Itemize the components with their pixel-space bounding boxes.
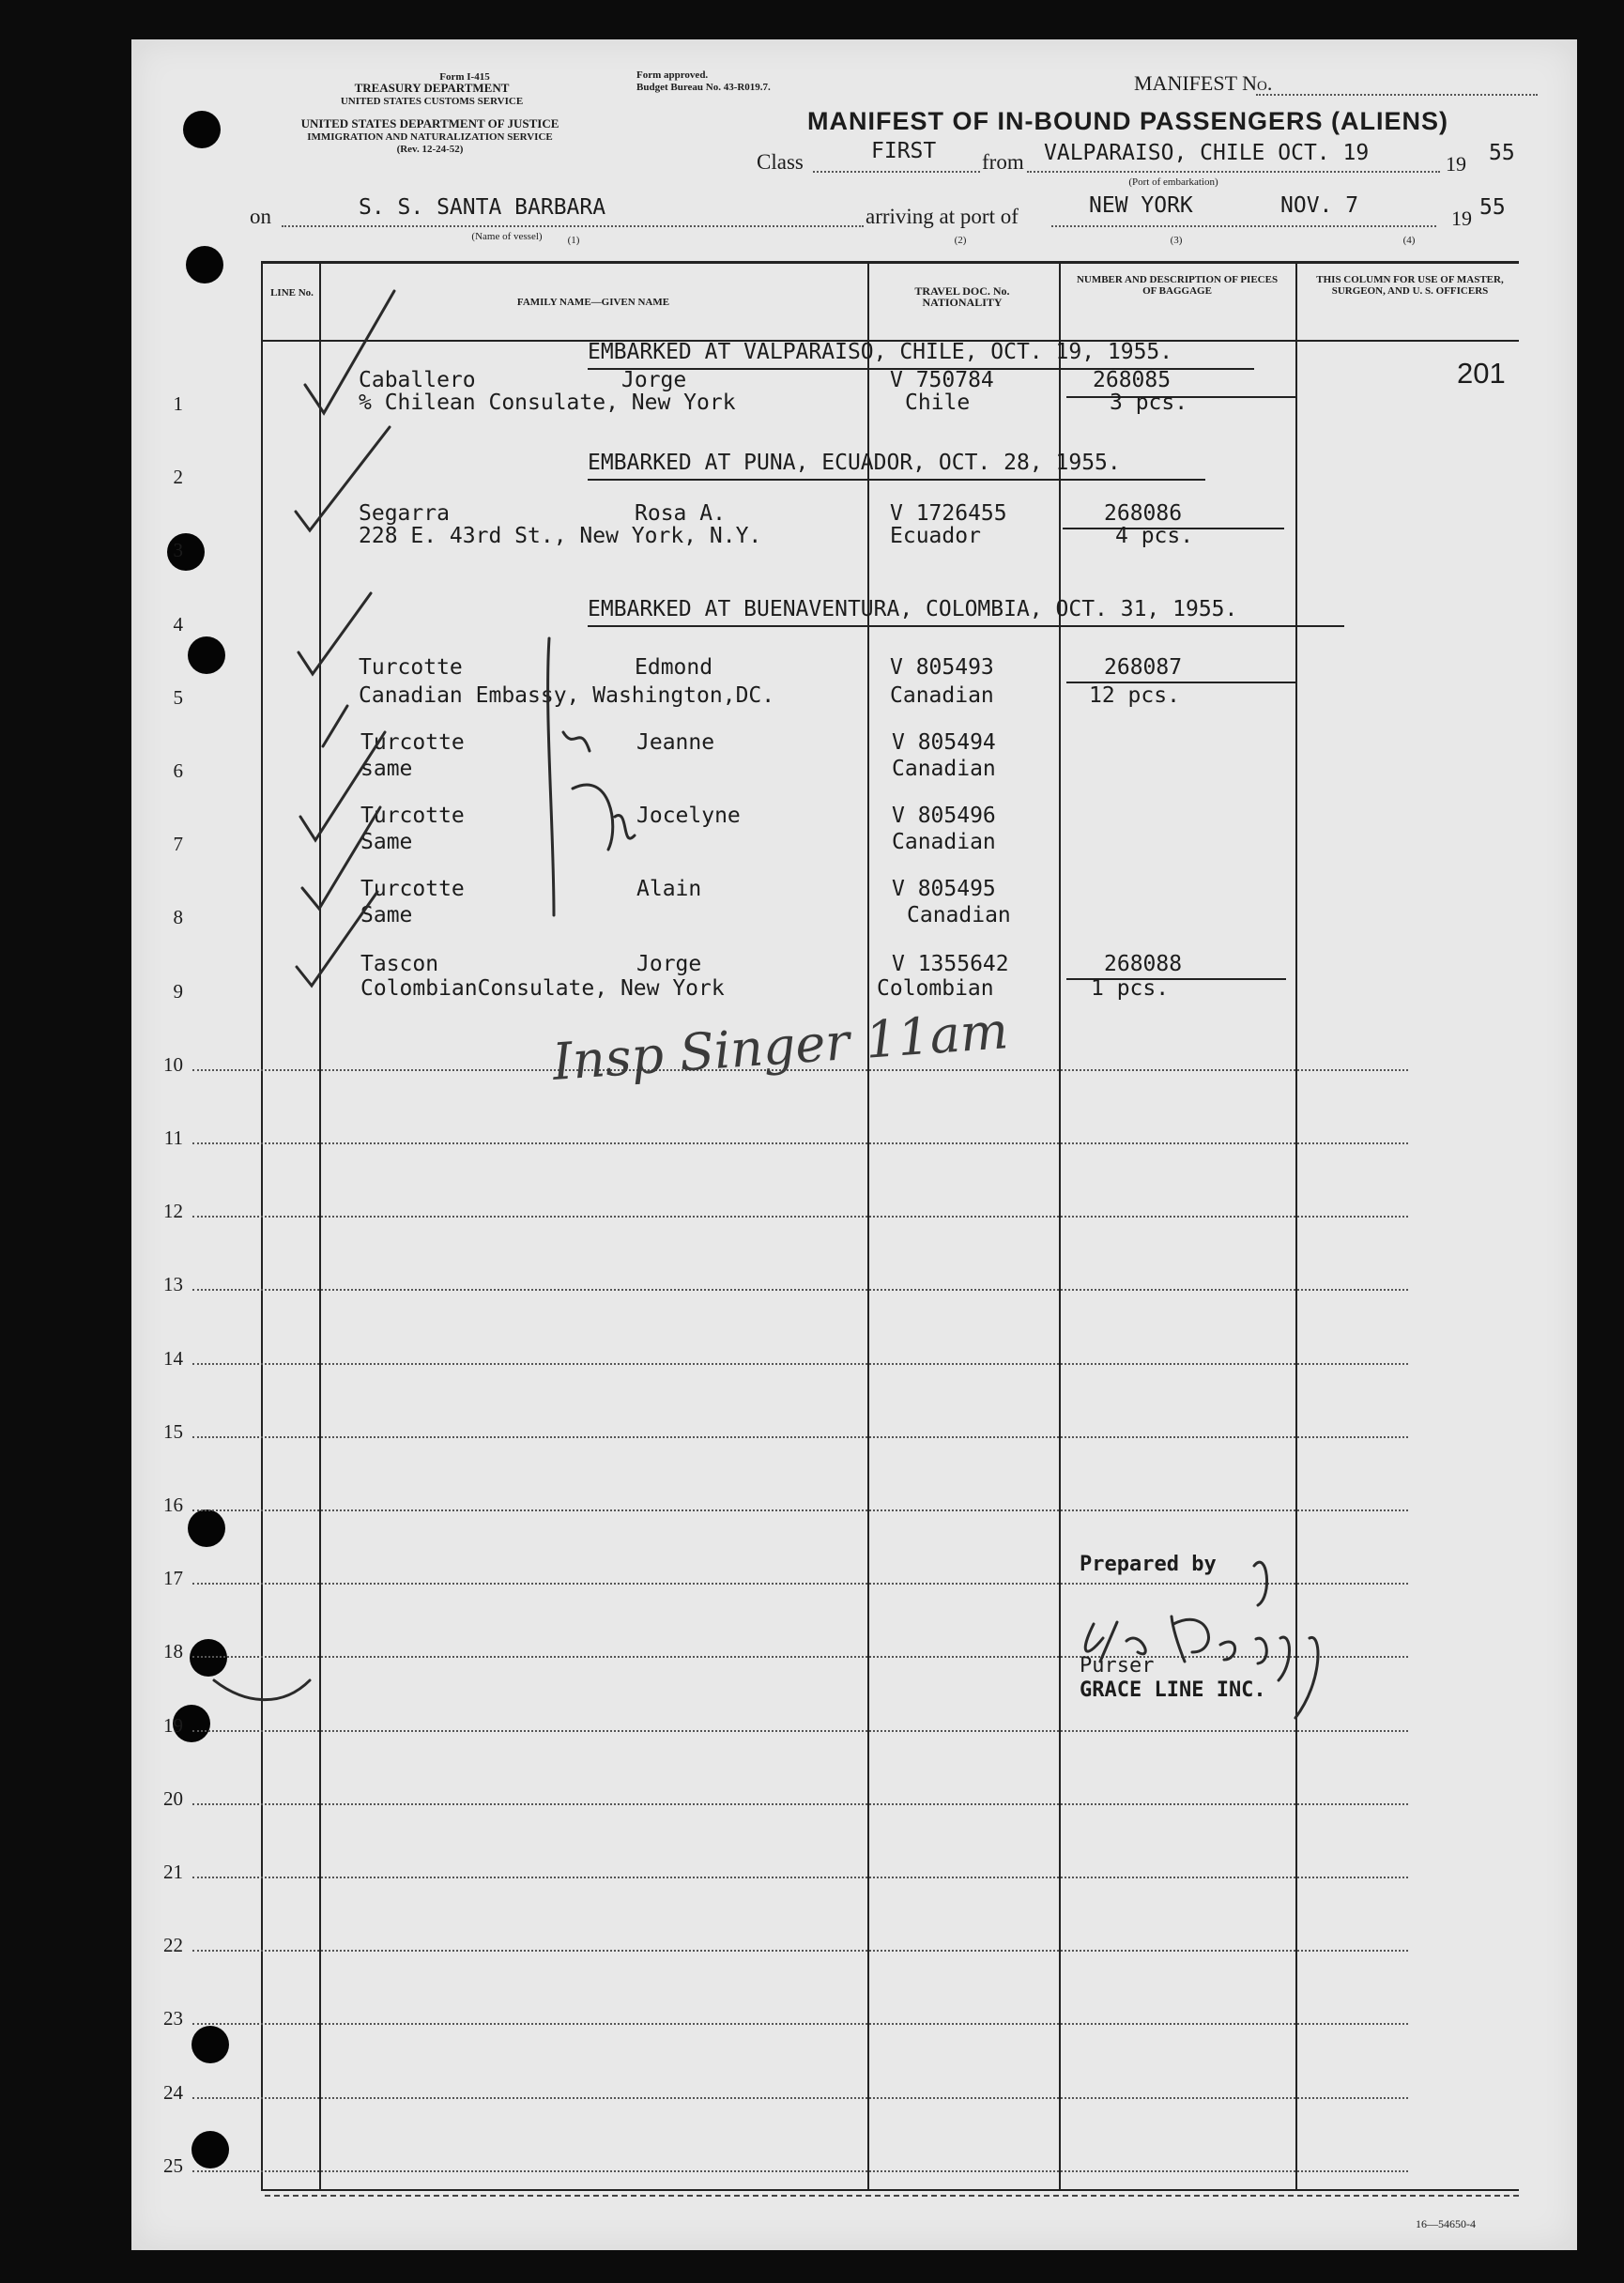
dotted-rule (192, 1142, 1408, 1144)
manifest-line (146, 1411, 1408, 1448)
passenger-family-name: Tascon (360, 952, 439, 976)
manifest-line (146, 750, 1408, 788)
line-number: 21 (163, 1861, 183, 1883)
section-heading-valparaiso: EMBARKED AT VALPARAISO, CHILE, OCT. 19, 1955. (588, 340, 1173, 364)
dotted-rule (192, 2097, 1408, 2099)
line-number: 13 (163, 1273, 183, 1296)
port-embarkation-caption: (Port of embarkation) (1128, 176, 1218, 188)
manifest-line (146, 823, 1408, 861)
punch-hole (186, 246, 223, 283)
line-number: 20 (163, 1786, 183, 1810)
passenger-given-name: Jeanne (636, 730, 715, 755)
class-value: FIRST (871, 139, 937, 163)
dotted-rule (192, 2023, 1408, 2025)
travel-doc-no: V 1355642 (892, 952, 1009, 976)
line-number: 5 (173, 685, 183, 709)
ins-service: IMMIGRATION AND NATURALIZATION SERVICE (307, 131, 553, 143)
manifest-line (146, 1190, 1408, 1228)
vessel-caption: (Name of vessel) (471, 231, 543, 242)
line-number: 3 (173, 539, 183, 562)
purser-label: Purser (1080, 1654, 1155, 1678)
travel-doc-no: V 805496 (892, 804, 996, 828)
section-heading-buenaventura: EMBARKED AT BUENAVENTURA, COLOMBIA, OCT. 31, 1955. (588, 597, 1238, 621)
company-name: GRACE LINE INC. (1080, 1678, 1266, 1702)
passenger-given-name: Alain (636, 877, 702, 901)
line-number: 1 (173, 392, 183, 415)
dotted-rule (192, 1509, 1408, 1511)
line-number: 14 (163, 1346, 183, 1370)
manifest-no-line (1256, 94, 1538, 96)
line-number: 2 (173, 466, 183, 489)
manifest-line (146, 1338, 1408, 1375)
manifest-line (146, 1778, 1408, 1816)
arrival-port: NEW YORK (1089, 193, 1193, 218)
form-approved: Form approved. (636, 69, 709, 81)
budget-bureau: Budget Bureau No. 43-R019.7. (636, 82, 771, 93)
passenger-given-name: Jocelyne (636, 804, 741, 828)
arrival-port-line (1051, 225, 1436, 227)
passenger-given-name: Jorge (636, 952, 702, 976)
nationality: Colombian (877, 976, 994, 1001)
line-number: 12 (163, 1200, 183, 1223)
caption-1: (1) (567, 235, 580, 246)
caption-2: (2) (954, 235, 967, 246)
form-code: 16—54650-4 (1416, 2217, 1476, 2230)
passenger-family-name: Turcotte (360, 877, 465, 901)
dotted-rule (192, 1216, 1408, 1218)
manifest-line (146, 1484, 1408, 1522)
manifest-title: MANIFEST OF IN-BOUND PASSENGERS (ALIENS) (807, 107, 1449, 135)
vessel-name: S. S. SANTA BARBARA (359, 195, 606, 220)
caption-4: (4) (1402, 235, 1416, 246)
nationality: Canadian (907, 903, 1011, 927)
baggage-pieces: 4 pcs. (1115, 524, 1194, 548)
manifest-line (146, 529, 1408, 567)
travel-doc-no: V 805493 (890, 655, 994, 680)
manifest-line (146, 1631, 1408, 1668)
manifest-line (146, 1557, 1408, 1595)
punch-hole (183, 111, 221, 148)
passenger-address: Same (360, 903, 413, 927)
travel-doc-no: V 805494 (892, 730, 996, 755)
passenger-family-name: Turcotte (360, 730, 465, 755)
vessel-line (282, 225, 864, 227)
manifest-line (146, 2072, 1408, 2109)
nationality: Chile (905, 391, 971, 415)
line-number: 15 (163, 1419, 183, 1443)
dotted-rule (192, 1950, 1408, 1952)
inspector-handwriting: Insp Singer 11am (550, 1001, 1010, 1092)
col-name: FAMILY NAME—GIVEN NAME (516, 297, 670, 308)
line-number: 10 (163, 1052, 183, 1076)
line-number: 19 (163, 1713, 183, 1737)
manifest-line (146, 383, 1408, 421)
manifest-line (146, 1044, 1408, 1081)
dotted-rule (192, 1069, 1408, 1071)
manifest-line (146, 1264, 1408, 1301)
travel-doc-no: V 805495 (892, 877, 996, 901)
line-number: 9 (173, 979, 183, 1003)
dotted-rule (192, 1289, 1408, 1291)
passenger-address: ColombianConsulate, New York (360, 976, 725, 1001)
section-underline (588, 625, 1344, 627)
line-number: 6 (173, 759, 183, 782)
section-underline (588, 479, 1205, 481)
passenger-family-name: Segarra (359, 501, 450, 526)
dotted-rule (192, 1363, 1408, 1365)
passenger-given-name: Rosa A. (635, 501, 726, 526)
dotted-rule (192, 2170, 1408, 2172)
baggage-pieces: 12 pcs. (1089, 683, 1180, 708)
line-number: 8 (173, 906, 183, 929)
passenger-given-name: Edmond (635, 655, 713, 680)
passenger-given-name: Jorge (621, 368, 687, 392)
passenger-address: Canadian Embassy, Washington,DC. (359, 683, 775, 708)
customs-service: UNITED STATES CUSTOMS SERVICE (340, 96, 524, 107)
dotted-rule (192, 1436, 1408, 1438)
baggage-pieces: 1 pcs. (1091, 976, 1170, 1001)
dotted-rule (192, 1583, 1408, 1585)
from-line (1027, 171, 1440, 173)
col-baggage: NUMBER AND DESCRIPTION OF PIECES OF BAGGAGE (1076, 274, 1279, 297)
year-prefix-1: 19 (1446, 152, 1466, 176)
passenger-address: 228 E. 43rd St., New York, N.Y. (359, 524, 762, 548)
manifest-line (146, 971, 1408, 1008)
manifest-line (146, 896, 1408, 934)
table-bottom-dashes (265, 2195, 1519, 2197)
nationality: Ecuador (890, 524, 981, 548)
manifest-line (146, 1998, 1408, 2035)
section-heading-puna: EMBARKED AT PUNA, ECUADOR, OCT. 28, 1955. (588, 451, 1121, 475)
justice-dept: UNITED STATES DEPARTMENT OF JUSTICE (300, 116, 559, 130)
class-line (813, 171, 980, 173)
line-number: 24 (163, 2080, 183, 2104)
manifest-line (146, 1117, 1408, 1155)
from-label: from (982, 150, 1024, 174)
table-bottom-border (261, 2189, 1519, 2191)
caption-3: (3) (1170, 235, 1183, 246)
arriving-label: arriving at port of (866, 205, 1019, 228)
line-number: 7 (173, 833, 183, 856)
nationality: Canadian (892, 830, 996, 854)
table-top-border (261, 261, 1519, 264)
nationality: Canadian (890, 683, 994, 708)
line-number: 25 (163, 2153, 183, 2177)
passenger-family-name: Turcotte (360, 804, 465, 828)
line-number: 18 (163, 1640, 183, 1663)
baggage-number: 268088 (1104, 952, 1183, 976)
form-number: Form I-415 (439, 71, 490, 83)
passenger-family-name: Caballero (359, 368, 476, 392)
passenger-address: Same (360, 830, 413, 854)
manifest-line (146, 1705, 1408, 1742)
dotted-rule (192, 1877, 1408, 1878)
treasury-dept: TREASURY DEPARTMENT (354, 81, 510, 95)
dotted-rule (192, 1656, 1408, 1658)
line-number: 22 (163, 1934, 183, 1957)
nationality: Canadian (892, 757, 996, 781)
passenger-family-name: Turcotte (359, 655, 463, 680)
passenger-address: same (360, 757, 413, 781)
prepared-by-label: Prepared by (1080, 1553, 1217, 1576)
dotted-rule (192, 1803, 1408, 1805)
manifest-no-label: MANIFEST No. (1134, 71, 1273, 95)
passenger-address: % Chilean Consulate, New York (359, 391, 736, 415)
on-label: on (250, 205, 271, 228)
baggage-pieces: 3 pcs. (1110, 391, 1188, 415)
col-officers: THIS COLUMN FOR USE OF MASTER, SURGEON, AND U. S. OFFICERS (1316, 274, 1504, 297)
form-revision: (Rev. 12-24-52) (396, 144, 464, 155)
baggage-number: 268087 (1104, 655, 1183, 680)
year-2: 55 (1479, 195, 1506, 220)
manifest-line (146, 1924, 1408, 1962)
officer-note: 201 (1457, 357, 1506, 390)
arrival-date: NOV. 7 (1280, 193, 1359, 218)
dotted-rule (192, 1730, 1408, 1732)
manifest-line (146, 1851, 1408, 1889)
col-travel-doc: TRAVEL DOC. No. NATIONALITY (914, 284, 1010, 309)
travel-doc-no: V 1726455 (890, 501, 1007, 526)
from-value: VALPARAISO, CHILE OCT. 19 (1044, 141, 1370, 165)
class-label: Class (757, 150, 804, 174)
year-1: 55 (1489, 141, 1515, 165)
col-line-no: LINE No. (270, 287, 314, 299)
line-number: 11 (163, 1126, 183, 1149)
line-number: 16 (163, 1494, 183, 1516)
baggage-number: 268085 (1093, 368, 1172, 392)
baggage-number: 268086 (1104, 501, 1183, 526)
punch-hole (188, 636, 225, 674)
year-prefix-2: 19 (1451, 207, 1472, 230)
line-number: 23 (163, 2007, 183, 2030)
travel-doc-no: V 750784 (890, 368, 994, 392)
manifest-line (146, 2145, 1408, 2183)
line-number: 17 (163, 1567, 183, 1590)
line-number: 4 (173, 612, 183, 636)
